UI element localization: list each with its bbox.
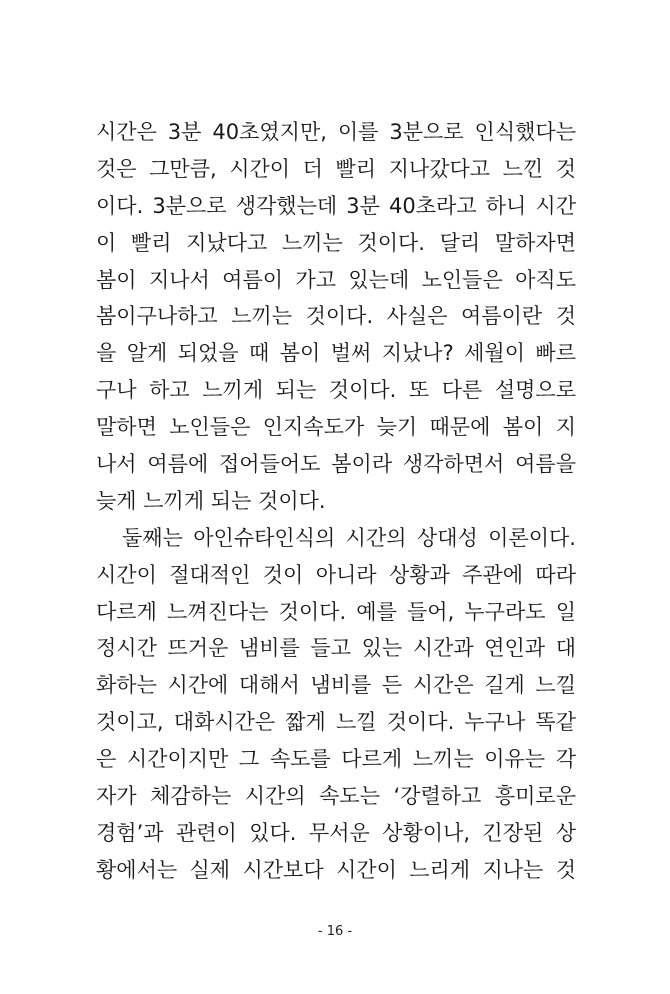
text-line: 봄이 지나서 여름이 가고 있는데 노인들은 아직도 xyxy=(96,267,576,292)
text-line: 말하면 노인들은 인지속도가 늦기 때문에 봄이 지 xyxy=(96,415,576,440)
text-line: 나서 여름에 접어들어도 봄이라 생각하면서 여름을 xyxy=(96,452,576,477)
text-line: 시간이 절대적인 것이 아니라 상황과 주관에 따라 xyxy=(96,562,576,587)
body-text xyxy=(96,114,576,889)
text-line: 것이고, 대화시간은 짧게 느낄 것이다. 누구나 똑같 xyxy=(96,710,576,735)
text-line: 둘째는 아인슈타인식의 시간의 상대성 이론이다. xyxy=(122,525,576,550)
text-line: 구나 하고 느끼게 되는 것이다. 또 다른 설명으로 xyxy=(96,378,576,403)
text-line: 정시간 뜨거운 냄비를 들고 있는 시간과 연인과 대 xyxy=(96,636,576,661)
text-line: 은 시간이지만 그 속도를 다르게 느끼는 이유는 각 xyxy=(96,747,576,772)
text-line: 자가 체감하는 시간의 속도는 ‘강렬하고 흥미로운 xyxy=(96,784,576,809)
text-line: 황에서는 실제 시간보다 시간이 느리게 지나는 것 xyxy=(96,857,576,882)
text-line: 것은 그만큼, 시간이 더 빨리 지나갔다고 느낀 것 xyxy=(96,156,576,181)
text-line: 다르게 느껴진다는 것이다. 예를 들어, 누구라도 일 xyxy=(96,599,576,624)
text-line: 이 빨리 지났다고 느끼는 것이다. 달리 말하자면 xyxy=(96,230,576,255)
text-line: 늦게 느끼게 되는 것이다. xyxy=(96,488,326,513)
text-line: 경험’과 관련이 있다. 무서운 상황이나, 긴장된 상 xyxy=(96,820,576,845)
text-line: 시간은 3분 40초였지만, 이를 3분으로 인식했다는 xyxy=(96,120,576,144)
text-line: 이다. 3분으로 생각했는데 3분 40초라고 하니 시간 xyxy=(96,193,576,218)
text-line: 봄이구나하고 느끼는 것이다. 사실은 여름이란 것 xyxy=(96,304,576,329)
page-number: - 16 - xyxy=(317,924,353,939)
text-line: 을 알게 되었을 때 봄이 벌써 지났나? 세월이 빠르 xyxy=(96,341,576,366)
text-line: 화하는 시간에 대해서 냄비를 든 시간은 길게 느낄 xyxy=(96,673,576,698)
